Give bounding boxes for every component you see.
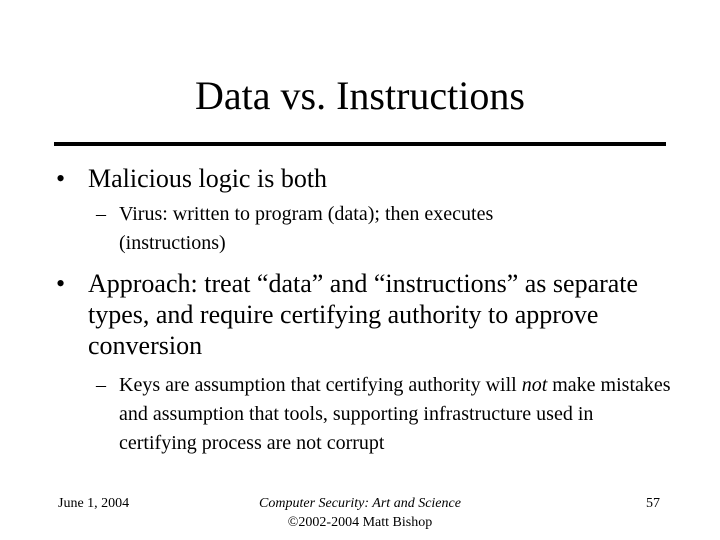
footer-course-info [200, 494, 520, 532]
footer-course-title: Computer Security: Art and Science [259, 496, 461, 511]
sub-bullet-text-part: Virus: written to program (data); then executes (instructions) [119, 203, 494, 254]
dash-icon: – [96, 203, 106, 225]
bullet-text: Malicious logic is both [88, 164, 328, 193]
title-divider [54, 142, 666, 146]
dash-icon: – [96, 374, 106, 396]
bullet-item [56, 268, 656, 361]
footer-copyright: ©2002-2004 Matt Bishop [287, 515, 433, 530]
footer-date: June 1, 2004 [58, 496, 130, 511]
sub-bullet-text [119, 371, 676, 458]
bullet-dot-icon: • [56, 269, 66, 298]
emphasized-word: not [521, 374, 548, 396]
sub-bullet-text-part: make mistakes and assumption that tools, supporting infrastructure used in certifying process are not corrupt [119, 374, 671, 454]
page-number: 57 [646, 496, 660, 511]
sub-bullet-item [96, 200, 596, 258]
sub-bullet-text-part: Keys are assumption that certifying authority will [119, 374, 522, 396]
slide-title: Data vs. Instructions [195, 73, 525, 118]
sub-bullet-text [119, 200, 596, 258]
bullet-dot-icon: • [56, 164, 66, 193]
bullet-text: Approach: treat “data” and “instructions” as separate types, and require certifying authority to approve conversion [88, 269, 639, 360]
sub-bullet-item [96, 371, 676, 458]
bullet-item [56, 163, 676, 194]
